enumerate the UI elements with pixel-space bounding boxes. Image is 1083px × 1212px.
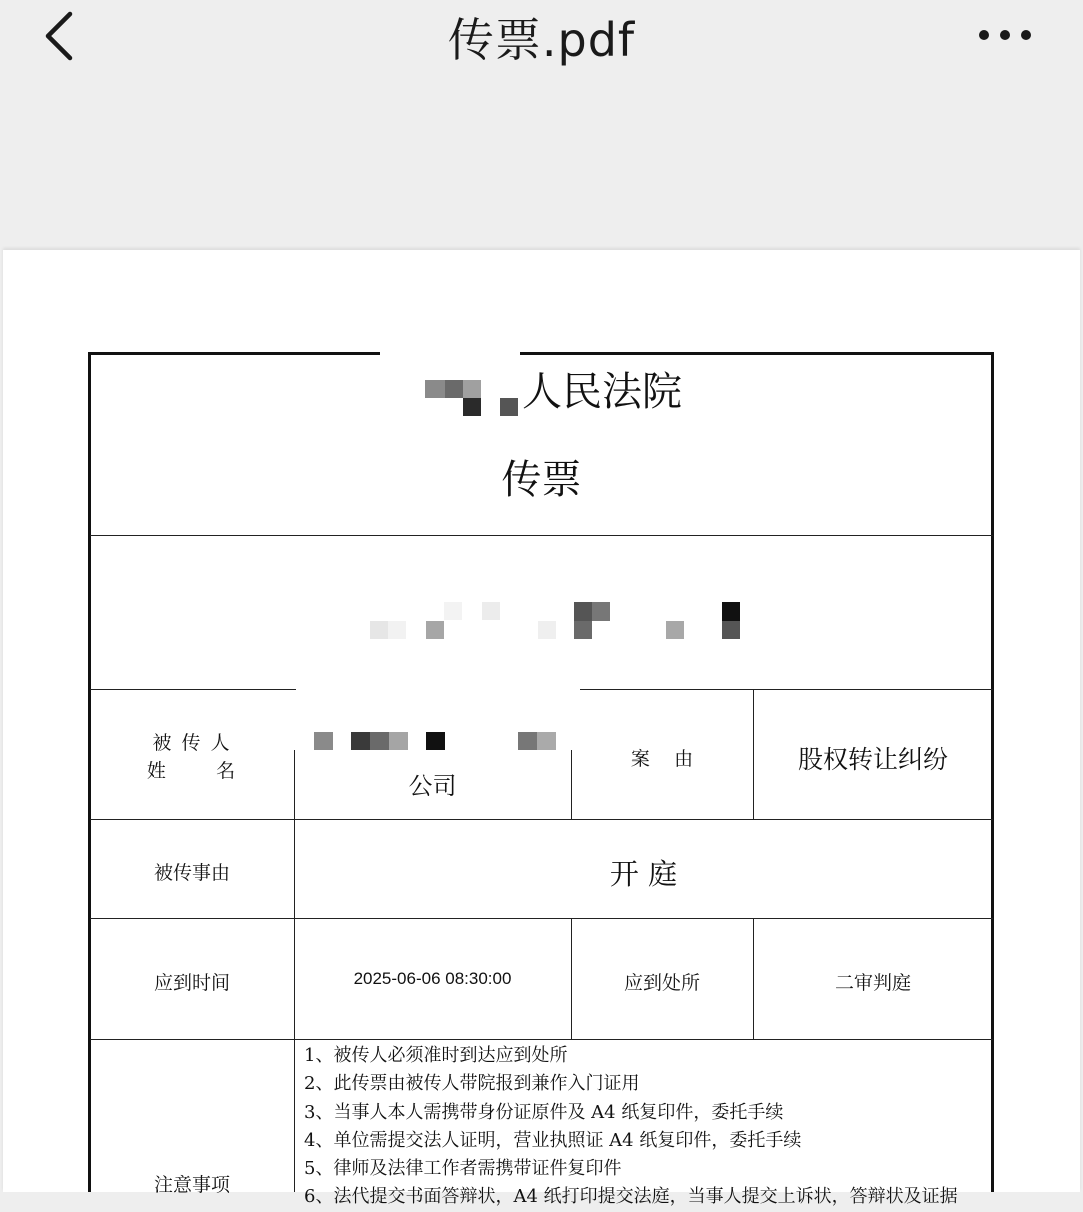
case-cause-label: 案 由 — [630, 748, 694, 770]
note-item: 3、当事人本人需携带身份证原件及 A4 纸复印件，委托手续 — [304, 1101, 784, 1123]
appear-time-value: 2025-06-06 08:30:00 — [353, 969, 512, 988]
appear-place-value: 二审判庭 — [834, 972, 911, 994]
page-title: 传票.pdf — [447, 13, 636, 67]
note-item: 4、单位需提交法人证明，营业执照证 A4 纸复印件，委托手续 — [304, 1129, 802, 1151]
more-button[interactable] — [970, 18, 1040, 52]
notes-label: 注意事项 — [153, 1174, 230, 1196]
summoned-label-line2: 姓 名 — [146, 760, 238, 782]
row-divider — [90, 535, 993, 536]
case-cause-value: 股权转让纠纷 — [797, 745, 948, 774]
note-item: 6、法代提交书面答辩状，A4 纸打印提交法庭，当事人提交上诉状，答辩状及证据 — [304, 1186, 958, 1208]
court-name-suffix: 人民法院 — [522, 369, 682, 415]
document-title: 传票 — [501, 457, 582, 503]
note-item: 5、律师及法律工作者需携带证件复印件 — [304, 1158, 622, 1180]
note-item: 1、被传人必须准时到达应到处所 — [304, 1045, 568, 1066]
row-divider — [580, 689, 993, 690]
row-divider — [90, 918, 993, 919]
top-bar — [0, 0, 1083, 250]
notes-list — [304, 1042, 994, 1212]
summons-reason-value: 开 庭 — [609, 857, 678, 891]
redaction-patch — [380, 348, 520, 357]
appear-time-label: 应到时间 — [153, 972, 230, 994]
summoned-name-suffix: 公司 — [408, 772, 457, 800]
row-divider — [90, 689, 296, 690]
note-item: 2、此传票由被传人带院报到兼作入门证用 — [304, 1073, 640, 1095]
row-divider — [90, 1039, 993, 1040]
row-divider — [90, 819, 993, 820]
summons-reason-label: 被传事由 — [153, 862, 230, 884]
summoned-label-line1: 被 传 人 — [152, 732, 232, 754]
appear-place-label: 应到处所 — [623, 972, 700, 994]
more-horizontal-icon — [970, 18, 1040, 52]
